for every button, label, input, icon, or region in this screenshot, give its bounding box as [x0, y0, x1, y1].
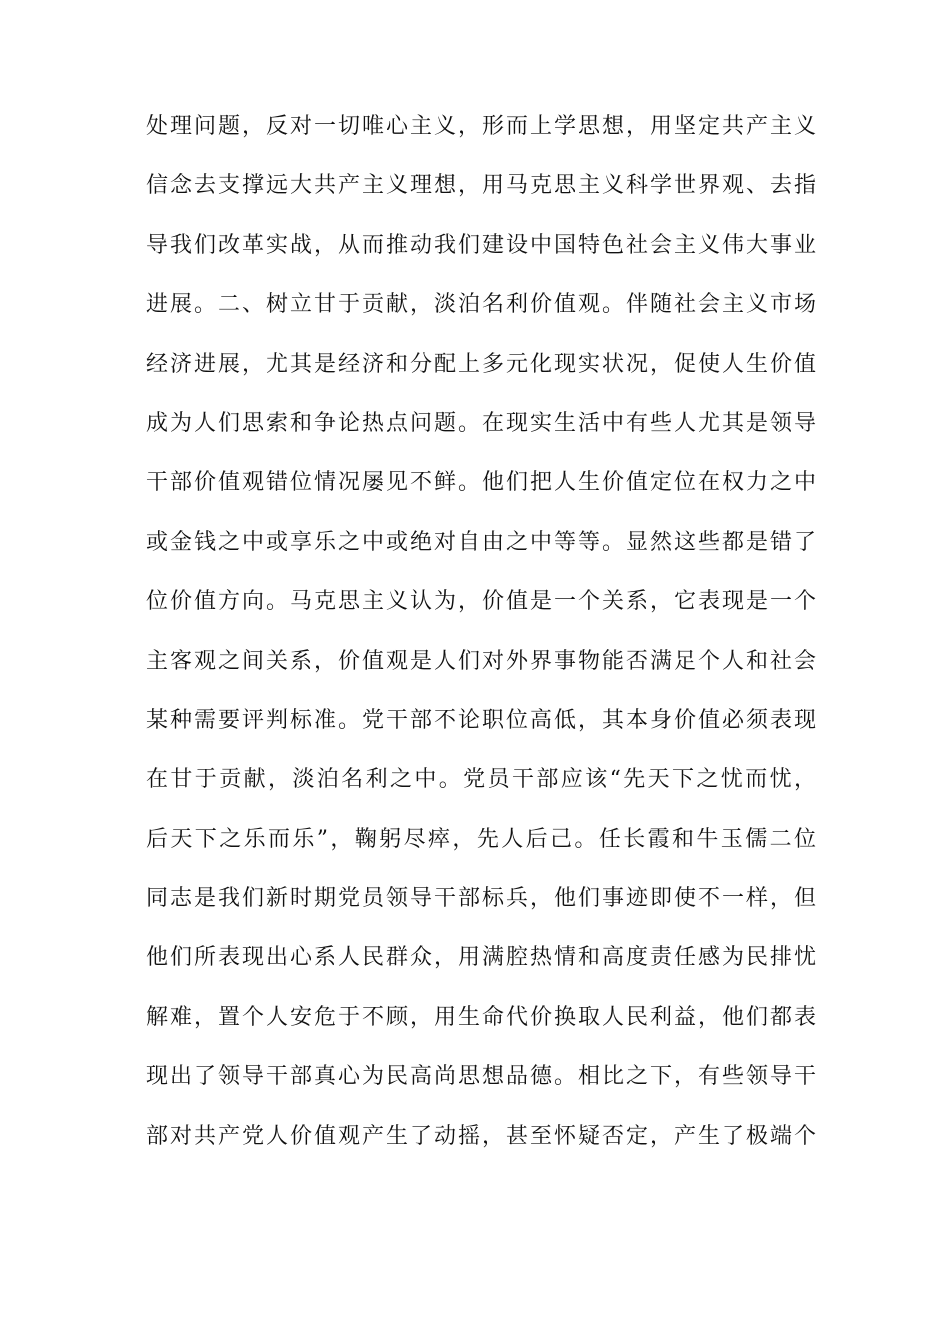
- text-line: 某种需要评判标准。党干部不论职位高低，其本身价值必须表现: [146, 707, 816, 733]
- text-line: 后天下之乐而乐”，鞠躬尽瘁，先人后己。任长霞和牛玉儒二位: [146, 826, 816, 852]
- text-line: 进展。二、树立甘于贡献，淡泊名利价值观。伴随社会主义市场: [146, 292, 816, 318]
- text-line: 导我们改革实战，从而推动我们建设中国特色社会主义伟大事业: [146, 232, 816, 258]
- text-line: 成为人们思索和争论热点问题。在现实生活中有些人尤其是领导: [146, 410, 816, 436]
- text-line: 部对共产党人价值观产生了动摇，甚至怀疑否定，产生了极端个: [146, 1123, 816, 1149]
- text-line: 干部价值观错位情况屡见不鲜。他们把人生价值定位在权力之中: [146, 470, 816, 496]
- text-line: 解难，置个人安危于不顾，用生命代价换取人民利益，他们都表: [146, 1004, 816, 1030]
- text-line: 现出了领导干部真心为民高尚思想品德。相比之下，有些领导干: [146, 1064, 816, 1090]
- text-line: 位价值方向。马克思主义认为，价值是一个关系，它表现是一个: [146, 589, 816, 615]
- text-line: 信念去支撑远大共产主义理想，用马克思主义科学世界观、去指: [146, 173, 816, 199]
- text-line: 经济进展，尤其是经济和分配上多元化现实状况，促使人生价值: [146, 351, 816, 377]
- text-line: 主客观之间关系，价值观是人们对外界事物能否满足个人和社会: [146, 648, 816, 674]
- text-line: 同志是我们新时期党员领导干部标兵，他们事迹即使不一样，但: [146, 886, 816, 912]
- text-line: 或金钱之中或享乐之中或绝对自由之中等等。显然这些都是错了: [146, 529, 816, 555]
- body-text: [146, 97, 816, 1166]
- text-line: 他们所表现出心系人民群众，用满腔热情和高度责任感为民排忧: [146, 945, 816, 971]
- text-line: 处理问题，反对一切唯心主义，形而上学思想，用坚定共产主义: [146, 114, 816, 139]
- text-line: 在甘于贡献，淡泊名利之中。党员干部应该“先天下之忧而忧，: [146, 767, 816, 793]
